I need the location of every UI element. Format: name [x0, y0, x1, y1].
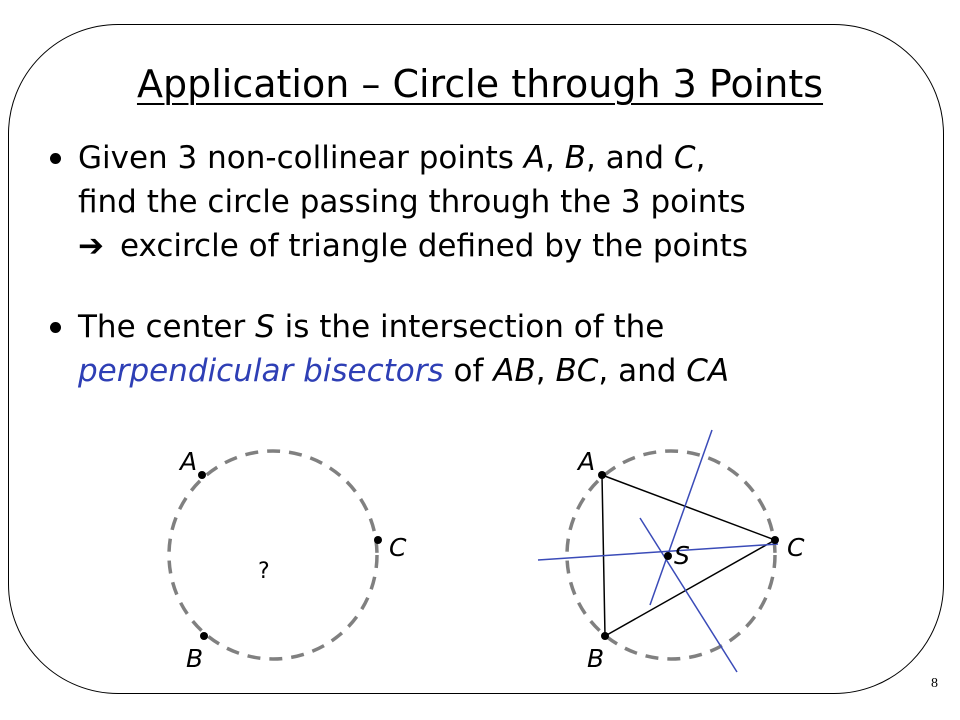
dashed-circle-left [169, 451, 377, 659]
label-b-left: B [186, 644, 204, 673]
point-b-left [200, 632, 208, 640]
point-a-left [198, 471, 206, 479]
label-a-right: A [578, 447, 596, 476]
point-c-left [374, 536, 382, 544]
bullet-text: The center S is the intersection of the perpendicular bisectors of AB, BC, and CA [78, 309, 730, 389]
point-s-center [664, 552, 672, 560]
point-c-right [771, 536, 779, 544]
diagram-right [538, 430, 805, 673]
point-a-right [598, 471, 606, 479]
diagram-left [169, 447, 407, 673]
label-a-left: A [180, 447, 198, 476]
label-s-center: S [674, 541, 690, 570]
bisector-ab-line [650, 430, 712, 605]
label-b-right: B [587, 644, 605, 673]
label-c-right: C [787, 533, 805, 562]
page-number: 8 [931, 676, 938, 691]
bullet-text: Given 3 non-collinear points A, B, and C, find the circle passing through the 3 points ➔ excircle of triangle defined by the points [78, 136, 930, 268]
label-c-left: C [389, 533, 407, 562]
slide-title: Application – Circle through 3 Points [136, 62, 824, 106]
right-arrow-icon: ➔ [78, 228, 104, 264]
highlight-term: perpendicular bisectors [78, 353, 444, 389]
unknown-center-mark: ? [258, 559, 270, 584]
point-b-right [601, 632, 609, 640]
